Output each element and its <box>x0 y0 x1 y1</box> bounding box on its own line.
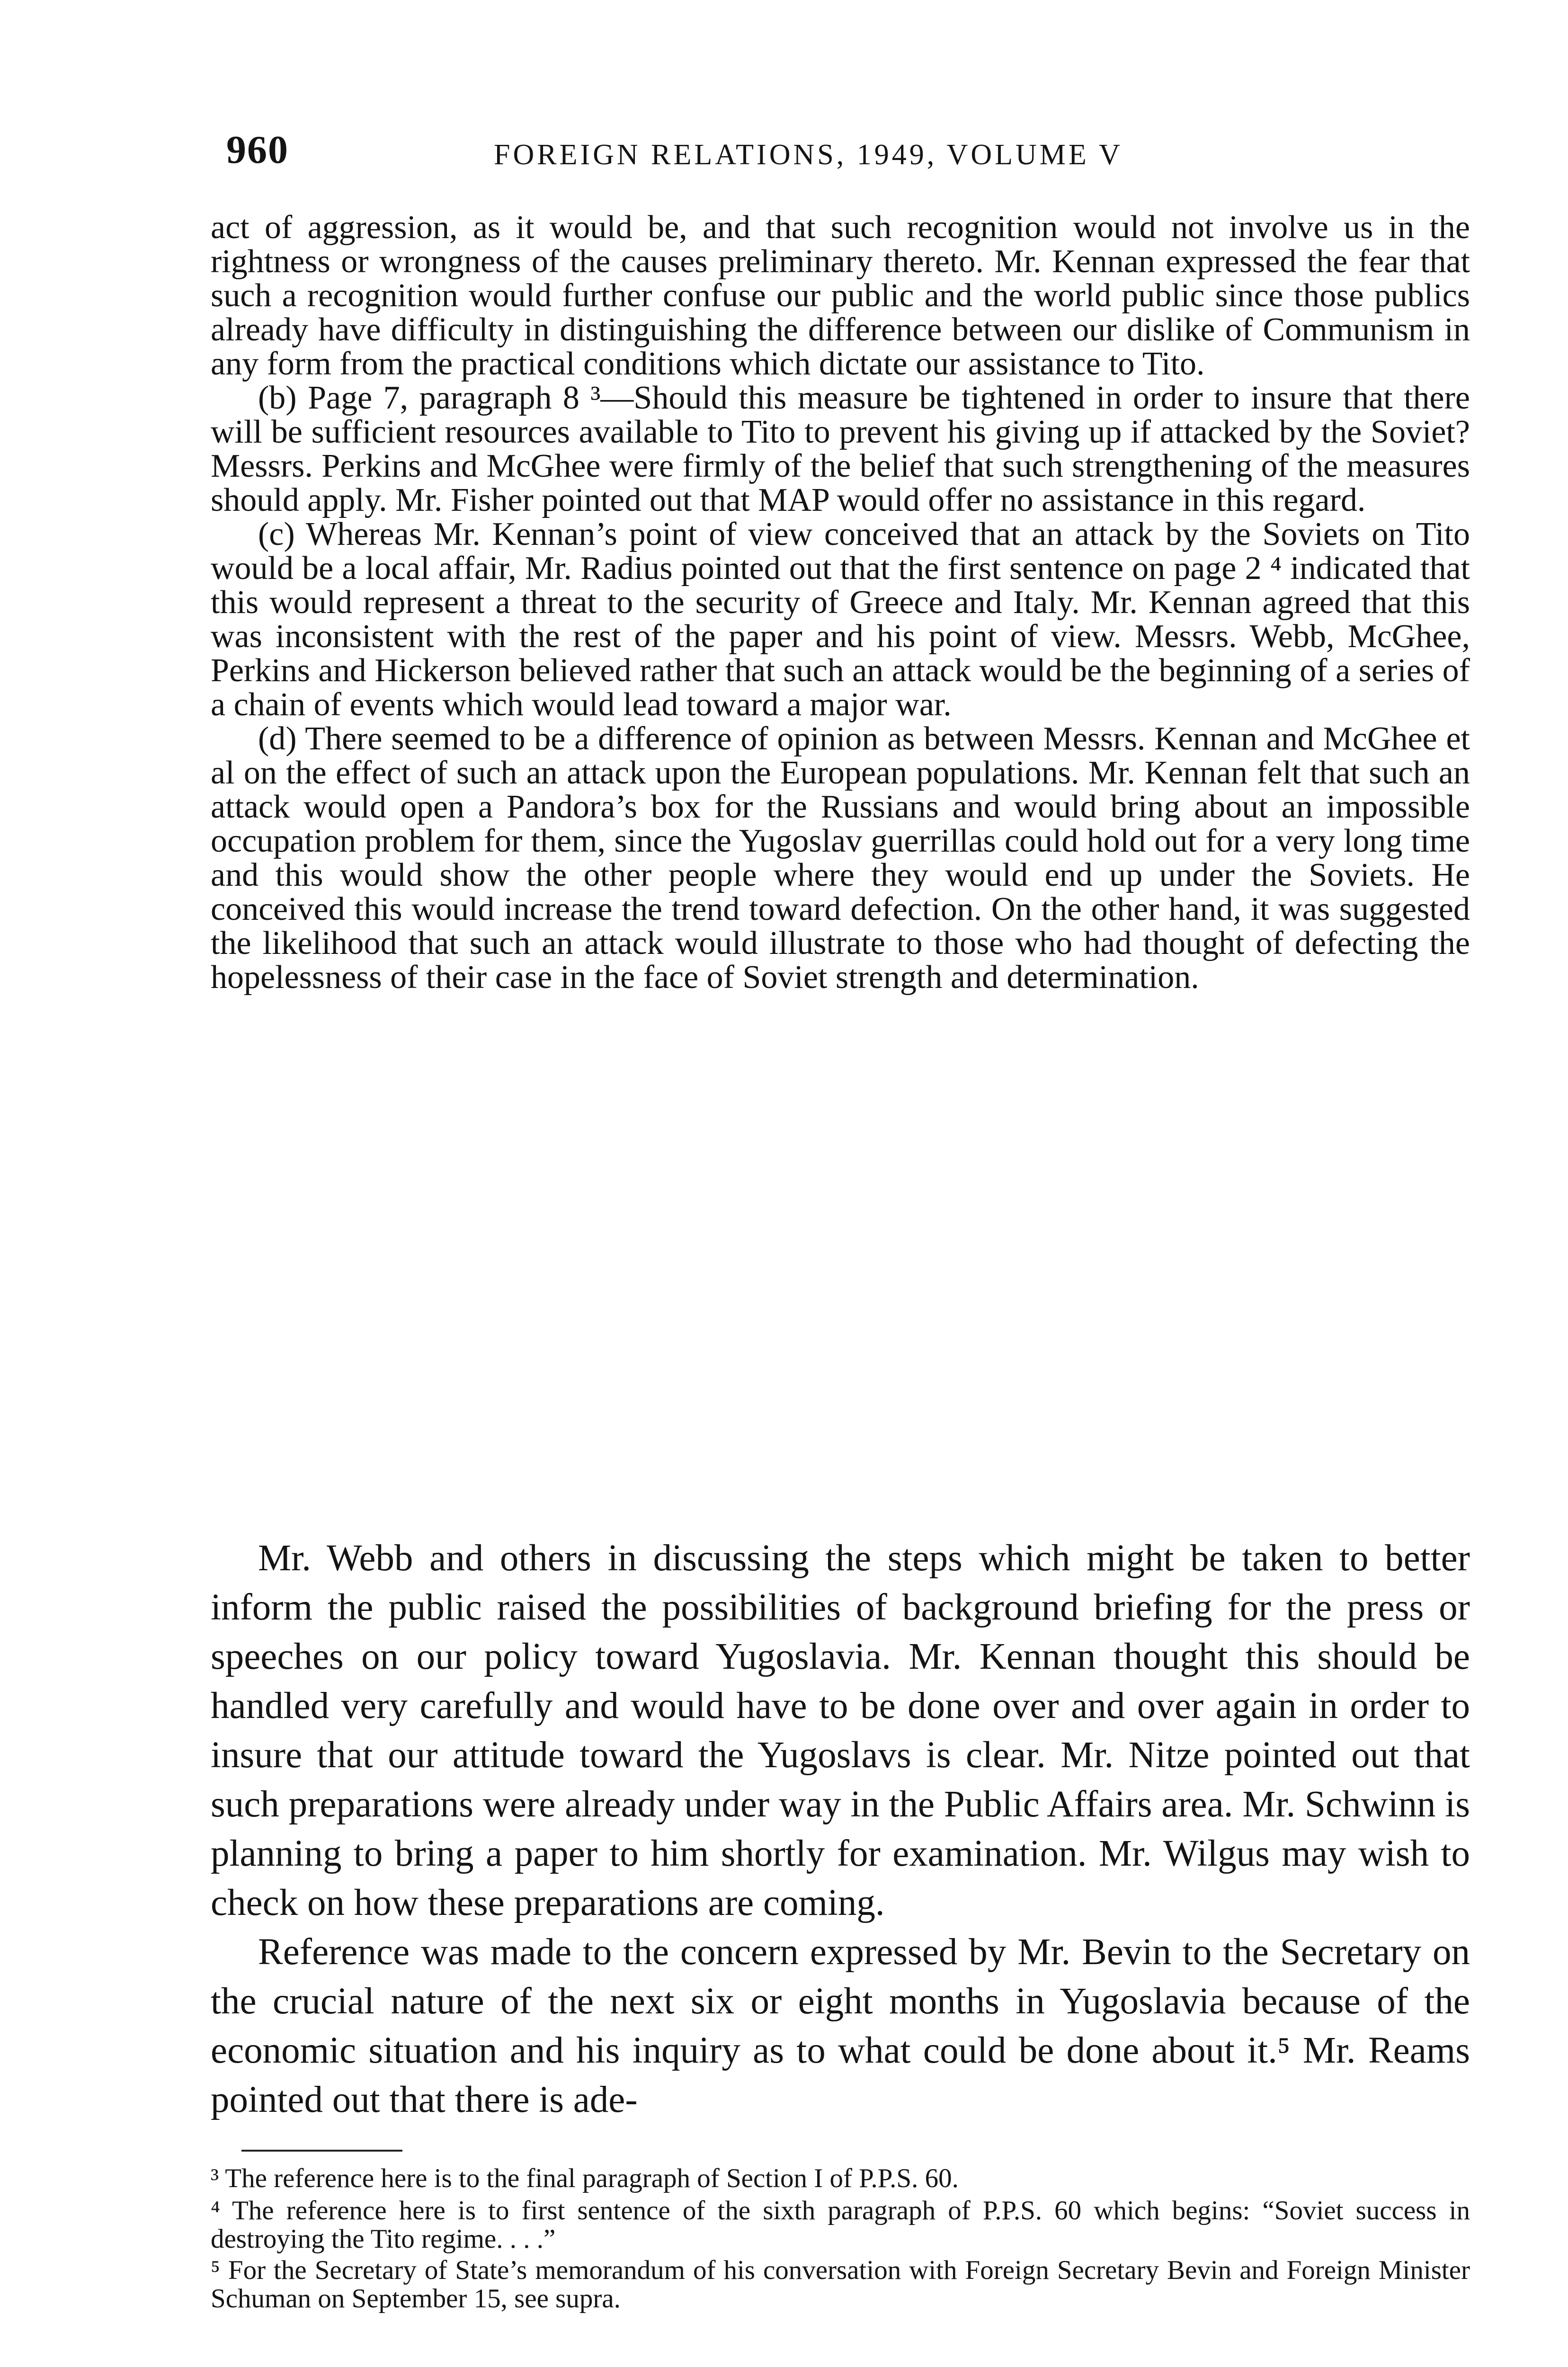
body-small-type <box>211 211 1470 995</box>
page-header <box>226 127 1505 179</box>
page-number: 960 <box>226 128 289 172</box>
paragraph-bevin-concern: Reference was made to the concern expressed by Mr. Bevin to the Secretary on the crucial nature of the next six or eight months in Yugoslavia because of the economic situation and his inquiry as to what could be done about it.⁵ Mr. Reams pointed out that there is ade- <box>211 1931 1470 2120</box>
paragraph-d: (d) There seemed to be a difference of opinion as between Messrs. Kennan and McGhee et al on the effect of such an attack upon the European populations. Mr. Kennan felt that such an attack would open a Pandora’s box for the Russians and would bring about an impossible occupation problem for them, since the Yugoslav guerrillas could hold out for a very long time and this would show the other people where they would end up under the Soviets. He conceived this would increase the trend toward defection. On the other hand, it was suggested the likelihood that such an attack would illustrate to those who had thought of defecting the hopelessness of their case in the face of Soviet strength and determination. <box>211 721 1470 996</box>
paragraph-public-briefing: Mr. Webb and others in discussing the steps which might be taken to better inform the public raised the possibilities of background briefing for the press or speeches on our policy toward Yugoslavia. Mr. Kennan thought this should be handled very carefully and would have to be done over and over again in order to insure that our attitude toward the Yugoslavs is clear. Mr. Nitze pointed out that such preparations were already under way in the Public Affairs area. Mr. Schwinn is planning to bring a paper to him shortly for examination. Mr. Wilgus may wish to check on how these preparations are coming. <box>211 1538 1470 1923</box>
footnote-rule <box>241 2150 402 2152</box>
footnote-3: ³ The reference here is to the final paragraph of Section I of P.P.S. 60. <box>211 2163 959 2193</box>
paragraph-b: (b) Page 7, paragraph 8 ³—Should this measure be tightened in order to insure that there will be sufficient resources available to Tito to prevent his giving up if attacked by the Soviet? Messrs. Perkins and McGhee were firmly of the belief that such strengthening of the measures should apply. Mr. Fisher pointed out that MAP would offer no assistance in this regard. <box>211 380 1470 518</box>
paragraph-c: (c) Whereas Mr. Kennan’s point of view conceived that an attack by the Soviets on Tito would be a local affair, Mr. Radius pointed out that the first sentence on page 2 ⁴ indicated that this would represent a threat to the security of Greece and Italy. Mr. Kennan agreed that this was inconsistent with the rest of the paper and his point of view. Messrs. Webb, McGhee, Perkins and Hickerson believed rather that such an attack would be the beginning of a series of a chain of events which would lead toward a major war. <box>211 516 1470 723</box>
body-large-type <box>211 1534 1470 2125</box>
running-title: FOREIGN RELATIONS, 1949, VOLUME V <box>494 139 1123 171</box>
footnote-5: ⁵ For the Secretary of State’s memorandum of his conversation with Foreign Secretary Bevin and Foreign Minister Schuman on September 15, see supra. <box>211 2255 1470 2314</box>
paragraph-continuation: act of aggression, as it would be, and that such recognition would not involve us in the rightness or wrongness of the causes preliminary thereto. Mr. Kennan expressed the fear that such a recognition would further confuse our public and the world public since those publics already have difficulty in distinguishing the difference between our dislike of Communism in any form from the practical conditions which dictate our assistance to Tito. <box>211 209 1470 382</box>
footnote-4: ⁴ The reference here is to first sentence of the sixth paragraph of P.P.S. 60 which begins: “Soviet success in destroying the Tito regime. . . .” <box>211 2196 1470 2254</box>
